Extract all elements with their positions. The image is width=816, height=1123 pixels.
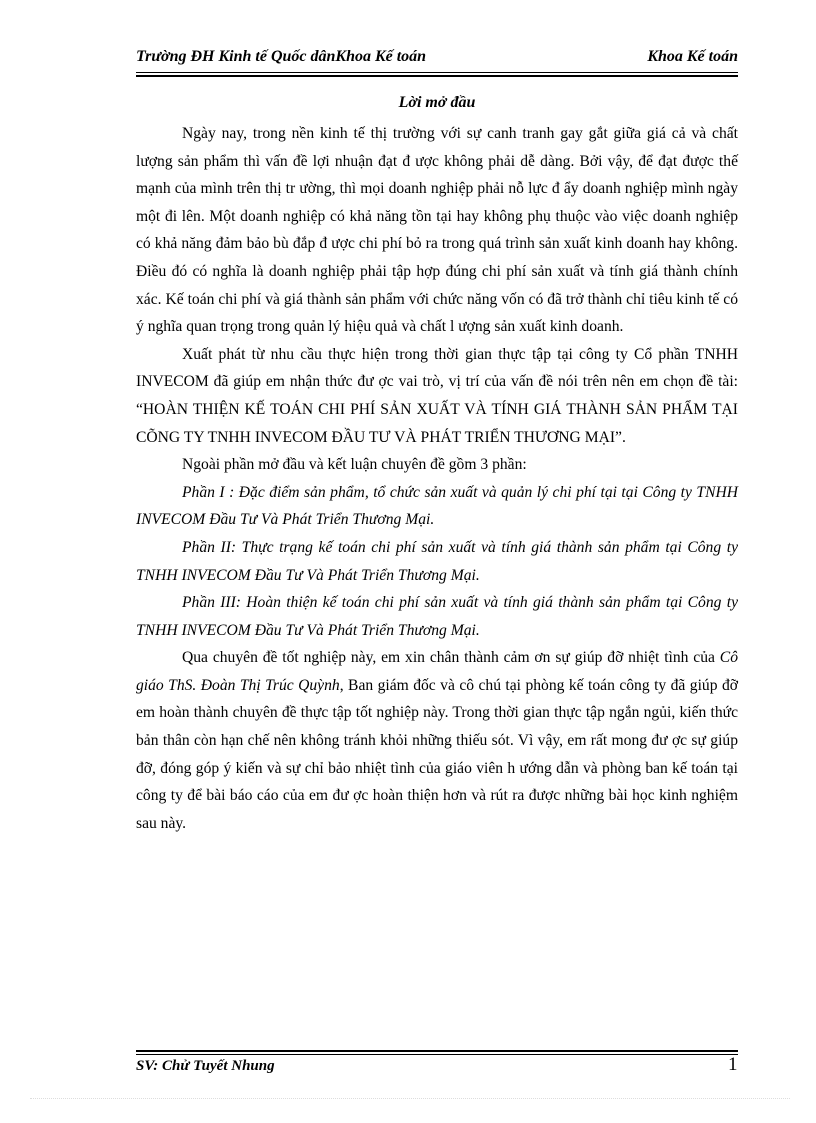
page-title: Lời mở đầu bbox=[398, 94, 476, 111]
header-rule-thin bbox=[136, 72, 738, 73]
paragraph-intro: Ngày nay, trong nền kinh tế thị trường với sự canh tranh gay gắt giữa giá cả và chất lượng sản phẩm thì vấn đề lợi nhuận đạt đ ược không phải dễ dàng. Bởi vậy, để đạt được thế mạnh của mình trên thị tr ường, thì mọi doanh nghiệp phải nỗ lực đ ẩy doanh nghiệp mình ngày một đi lên. Một doanh nghiệp có khả năng tồn tại hay không phụ thuộc vào việc doanh nghiệp có khả năng đảm bảo bù đắp đ ược chi phí bỏ ra trong quá trình sản xuất kinh doanh hay không. Điều đó có nghĩa là doanh nghiệp phải tập hợp đúng chi phí sản xuất và tính giá thành chính xác. Kế toán chi phí và giá thành sản phẩm với chức năng vốn có đã trở thành chỉ tiêu kinh tế có ý nghĩa quan trọng trong quản lý hiệu quả và chất l ượng sản xuất kinh doanh. bbox=[136, 125, 738, 336]
header-rule-thick bbox=[136, 75, 738, 77]
thanks-text-a: Qua chuyên đề tốt nghiệp này, em xin chân thành cảm ơn sự giúp đỡ nhiệt tình của bbox=[182, 649, 720, 667]
header-department: Khoa Kế toán bbox=[647, 48, 738, 65]
paragraph-structure: Ngoài phần mở đầu và kết luận chuyên đề gồm 3 phần: bbox=[182, 456, 527, 474]
teacher-name: Cô giáo ThS. Đoàn Thị Trúc Quỳnh bbox=[136, 649, 738, 694]
paragraph-thanks bbox=[136, 644, 738, 837]
paragraph-part-1: Phần I : Đặc điểm sản phẩm, tổ chức sản xuất và quản lý chi phí tại tại Công ty TNHH INVECOM Đầu Tư Và Phát Triển Thương Mại. bbox=[136, 483, 738, 529]
page-header bbox=[136, 48, 738, 72]
footer-student-name: SV: Chử Tuyết Nhung bbox=[136, 1058, 275, 1074]
thanks-text-b: , Ban giám đốc và cô chú tại phòng kế toán công ty đã giúp đỡ em hoàn thành chuyên đề thực tập tốt nghiệp này. Trong thời gian thực tập ngắn ngủi, kiến thức bản thân còn hạn chế nên không tránh khỏi những thiếu sót. Vì vậy, em rất mong đư ợc sự giúp đỡ, đóng góp ý kiến và sự chỉ bảo nhiệt tình của giáo viên h ướng dẫn và phòng ban kế toán tại công ty để bài báo cáo của em đư ợc hoàn thiện hơn và rút ra được những bài học kinh nghiệm sau này. bbox=[136, 676, 738, 832]
paragraph-topic: Xuất phát từ nhu cầu thực hiện trong thời gian thực tập tại công ty Cổ phần TNHH INVECOM đã giúp em nhận thức đư ợc vai trò, vị trí của vấn đề nói trên nên em chọn đề tài: “HOÀN THIỆN KẾ TOÁN CHI PHÍ SẢN XUẤT VÀ TÍNH GIÁ THÀNH SẢN PHẨM TẠI CÕNG TY TNHH INVECOM ĐẦU TƯ VÀ PHÁT TRIỂN THƯƠNG MẠI”. bbox=[136, 345, 738, 446]
page-number: 1 bbox=[728, 1054, 738, 1075]
page-bottom-guide bbox=[30, 1098, 790, 1099]
header-school: Trường ĐH Kinh tế Quốc dânKhoa Kế toán bbox=[136, 48, 427, 65]
footer-rule-thin bbox=[136, 1054, 738, 1055]
document-body bbox=[136, 120, 738, 837]
paragraph-part-3: Phần III: Hoàn thiện kế toán chi phí sản xuất và tính giá thành sản phẩm tại Công ty TNHH INVECOM Đầu Tư Và Phát Triển Thương Mại. bbox=[136, 594, 738, 639]
paragraph-part-2: Phần II: Thực trạng kế toán chi phí sản xuất và tính giá thành sản phẩm tại Công ty TNHH INVECOM Đầu Tư Và Phát Triển Thương Mại. bbox=[136, 538, 738, 584]
footer-rule-thick bbox=[136, 1050, 738, 1052]
